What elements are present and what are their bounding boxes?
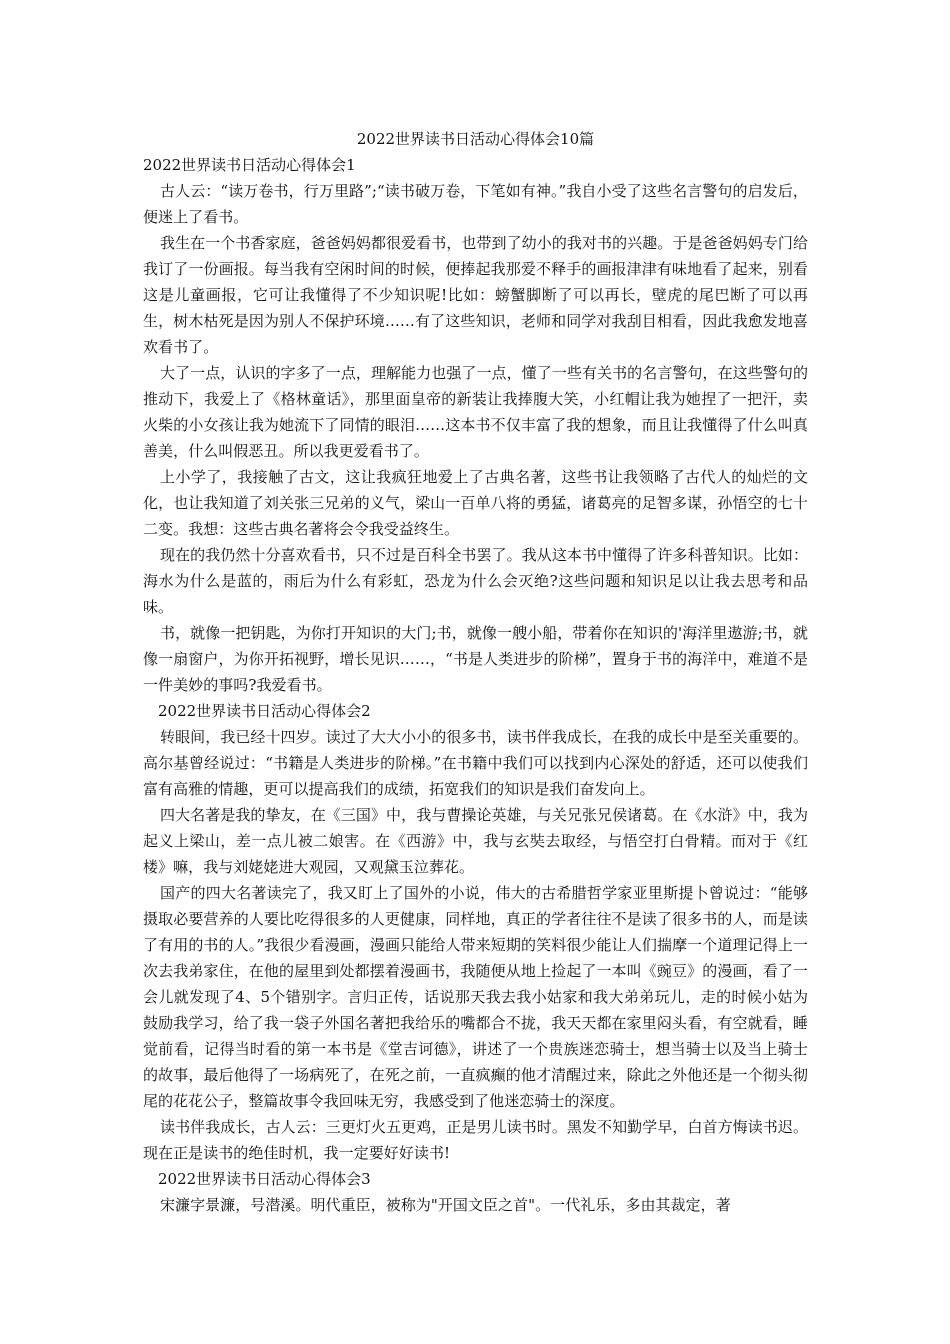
section-heading: 2022世界读书日活动心得体会3 <box>158 1170 371 1188</box>
document-title: 2022世界读书日活动心得体会10篇 <box>356 130 595 148</box>
section-heading: 2022世界读书日活动心得体会1 <box>143 156 356 174</box>
paragraph: 大了一点，认识的字多了一点，理解能力也强了一点，懂了一些有关书的名言警句，在这些警句的推动下，我爱上了《格林童话》，那里面皇帝的新装让我捧腹大笑，小红帽让我为她捏了一把汗，卖火柴的小女孩让我为她流下了同情的眼泪……这本书不仅丰富了我的想象，而且让我懂得了什么叫真善美，什么叫假恶丑。所以我更爱看书了。 <box>143 364 808 460</box>
document-body <box>143 126 808 1218</box>
paragraph: 上小学了，我接触了古文，这让我疯狂地爱上了古典名著，这些书让我领略了古代人的灿烂的文化，也让我知道了刘关张三兄弟的义气，梁山一百单八将的勇猛，诸葛亮的足智多谋，孙悟空的七十二变。我想：这些古典名著将会令我受益终生。 <box>143 468 808 538</box>
paragraph: 书，就像一把钥匙，为你打开知识的大门;书，就像一艘小船，带着你在知识的'海洋里遨游;书，就像一扇窗户，为你开拓视野，增长见识……，“书是人类进步的阶梯”，置身于书的海洋中，难道不是一件美妙的事吗?我爱看书。 <box>143 624 808 694</box>
paragraph: 我生在一个书香家庭，爸爸妈妈都很爱看书，也带到了幼小的我对书的兴趣。于是爸爸妈妈专门给我订了一份画报。每当我有空闲时间的时候，便捧起我那爱不释手的画报津津有味地看了起来，别看这是儿童画报，它可让我懂得了不少知识呢!比如：螃蟹脚断了可以再长，壁虎的尾巴断了可以再生，树木枯死是因为别人不保护环境……有了这些知识，老师和同学对我刮目相看，因此我愈发地喜欢看书了。 <box>143 234 808 356</box>
paragraph: 四大名著是我的挚友，在《三国》中，我与曹操论英雄，与关兄张兄侯诸葛。在《水浒》中，我为起义上梁山，差一点儿被二娘害。在《西游》中，我与玄奘去取经，与悟空打白骨精。而对于《红楼》嘛，我与刘姥姥进大观园，又观黛玉泣葬花。 <box>143 806 808 876</box>
section-heading: 2022世界读书日活动心得体会2 <box>158 702 371 720</box>
paragraph: 转眼间，我已经十四岁。读过了大大小小的很多书，读书伴我成长，在我的成长中是至关重要的。高尔基曾经说过：“书籍是人类进步的阶梯。”在书籍中我们可以找到内心深处的舒适，还可以使我们富有高雅的情趣，更可以提高我们的成绩，拓宽我们的知识是我们奋发向上。 <box>143 728 808 798</box>
section-2 <box>143 698 808 1166</box>
paragraph: 现在的我仍然十分喜欢看书，只不过是百科全书罢了。我从这本书中懂得了许多科普知识。比如：海水为什么是蓝的，雨后为什么有彩虹，恐龙为什么会灭绝?这些问题和知识足以让我去思考和品味。 <box>143 546 808 616</box>
section-1 <box>143 152 808 698</box>
paragraph: 宋濂字景濂，号潜溪。明代重臣，被称为"开国文臣之首"。一代礼乐，多由其裁定，著 <box>160 1196 731 1214</box>
paragraph: 国产的四大名著读完了，我又盯上了国外的小说，伟大的古希腊哲学家亚里斯提卜曾说过：“能够摄取必要营养的人要比吃得很多的人更健康，同样地，真正的学者往往不是读了很多书的人，而是读了有用的书的人。”我很少看漫画，漫画只能给人带来短期的笑料很少能让人们揣摩一个道理记得上一次去我弟家住，在他的屋里到处都摆着漫画书，我随便从地上捡起了一本叫《豌豆》的漫画，看了一会儿就发现了4、5个错别字。言归正传，话说那天我去我小姑家和我大弟弟玩儿，走的时候小姑为鼓励我学习，给了我一袋子外国名著把我给乐的嘴都合不拢，我天天都在家里闷头看，有空就看，睡觉前看，记得当时看的第一本书是《堂吉诃德》，讲述了一个贵族迷恋骑士，想当骑士以及当上骑士的故事，最后他得了一场病死了，在死之前，一直疯癫的他才清醒过来，除此之外他还是一个彻头彻尾的花花公子，整篇故事令我回味无穷，我感受到了他迷恋骑士的深度。 <box>143 884 808 1110</box>
section-3 <box>143 1166 808 1218</box>
paragraph: 读书伴我成长，古人云：三更灯火五更鸡，正是男儿读书时。黑发不知勤学早，白首方悔读书迟。现在正是读书的绝佳时机，我一定要好好读书! <box>143 1118 808 1162</box>
paragraph: 古人云：“读万卷书，行万里路”;“读书破万卷，下笔如有神。”我自小受了这些名言警句的启发后，便迷上了看书。 <box>143 182 808 226</box>
